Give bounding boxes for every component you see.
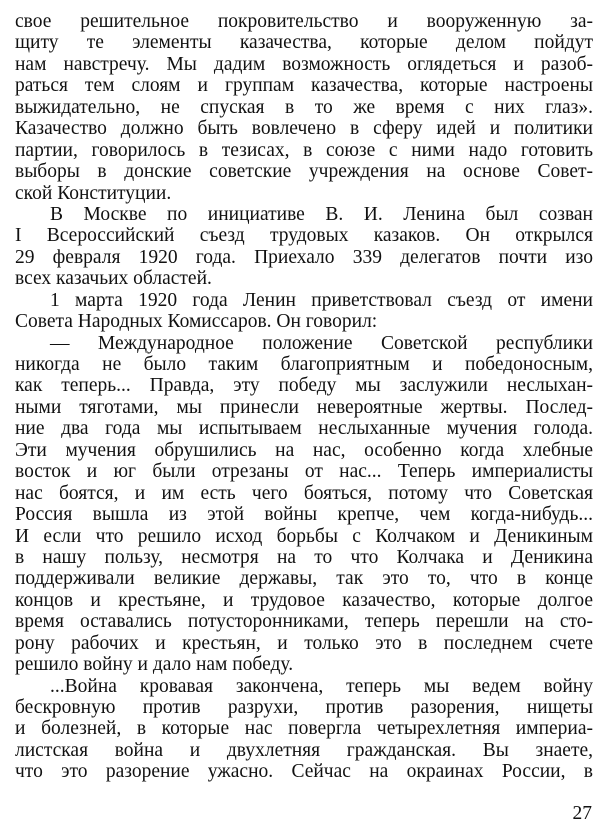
text-line: ской Конституции. [15, 182, 172, 204]
text-line: восток и юг были отрезаны от нас... Теперь империалисты [15, 461, 593, 483]
text-line: как теперь... Правда, эту победу мы заслужили неслыхан- [15, 375, 593, 397]
paragraph [15, 204, 593, 290]
text-line: что это разорение ужасно. Сейчас на окраинах России, в [15, 761, 593, 783]
text-line: всех казачьих областей. [15, 268, 212, 290]
text-line: 1 марта 1920 года Ленин приветствовал съезд от имени [50, 289, 593, 311]
text-line: выжидательно, не спуская в то же время с них глаз». [15, 96, 593, 118]
text-line: нам навстречу. Мы дадим возможность оглядеться и разоб- [15, 53, 593, 75]
text-line: I Всероссийский съезд трудовых казаков. Он открылся [15, 225, 593, 247]
text-line: выборы в донские советские учреждения на основе Совет- [15, 161, 593, 183]
text-line: раться тем слоям и группам казачества, которые настроены [15, 75, 593, 97]
text-line: В Москве по инициативе В. И. Ленина был созван [50, 203, 593, 225]
text-line: бескровную против разрухи, против разорения, нищеты [15, 697, 593, 718]
page-number: 27 [572, 803, 592, 824]
text-line: и болезней, в которые нас повергла четырехлетняя империа- [15, 718, 593, 740]
text-line: партии, говорилось в тезисах, в союзе с ними надо готовить [15, 139, 593, 161]
text-line: решило войну и дало нам победу. [15, 654, 294, 676]
text-line: время оставались потусторонниками, теперь перешли на сто- [15, 611, 593, 633]
text-line: Совета Народных Комиссаров. Он говорил: [15, 311, 378, 333]
page-body-text [15, 11, 593, 783]
text-line: ными тяготами, мы принесли невероятные жертвы. Послед- [15, 396, 593, 418]
paragraph [15, 333, 593, 676]
text-line: ние два года мы испытываем неслыханные мучения голода. [15, 418, 593, 440]
text-line: концов и крестьяне, и трудовое казачество, которые долгое [15, 589, 593, 611]
text-line: — Международное положение Советской республики [50, 332, 593, 354]
paragraph [15, 676, 593, 783]
text-line: никогда не было таким благоприятным и победоносным, [15, 354, 593, 375]
text-line: поддерживали великие державы, так это то, что в конце [15, 568, 593, 590]
text-line: листская война и двухлетняя гражданская. Вы знаете, [15, 739, 593, 761]
text-line: Россия вышла из этой войны крепче, чем когда-нибудь... [15, 504, 593, 526]
text-line: Эти мучения обрушились на нас, особенно когда хлебные [15, 439, 593, 461]
text-line: щиту те элементы казачества, которые делом пойдут [15, 32, 593, 54]
text-line: Казачество должно быть вовлечено в сферу идей и политики [15, 118, 593, 140]
text-line: нас боятся, и им есть чего бояться, потому что Советская [15, 482, 593, 504]
text-line: ...Война кровавая закончена, теперь мы ведем войну [50, 675, 593, 697]
text-line: свое решительное покровительство и вооруженную за- [15, 11, 593, 32]
paragraph [15, 11, 593, 204]
text-line: 29 февраля 1920 года. Приехало 339 делегатов почти изо [15, 246, 593, 268]
text-line: в нашу пользу, несмотря на то что Колчака и Деникина [15, 546, 593, 568]
paragraph [15, 290, 593, 333]
text-line: И если что решило исход борьбы с Колчаком и Деникиным [15, 525, 593, 547]
text-line: рону рабочих и крестьян, и только это в последнем счете [15, 632, 593, 654]
